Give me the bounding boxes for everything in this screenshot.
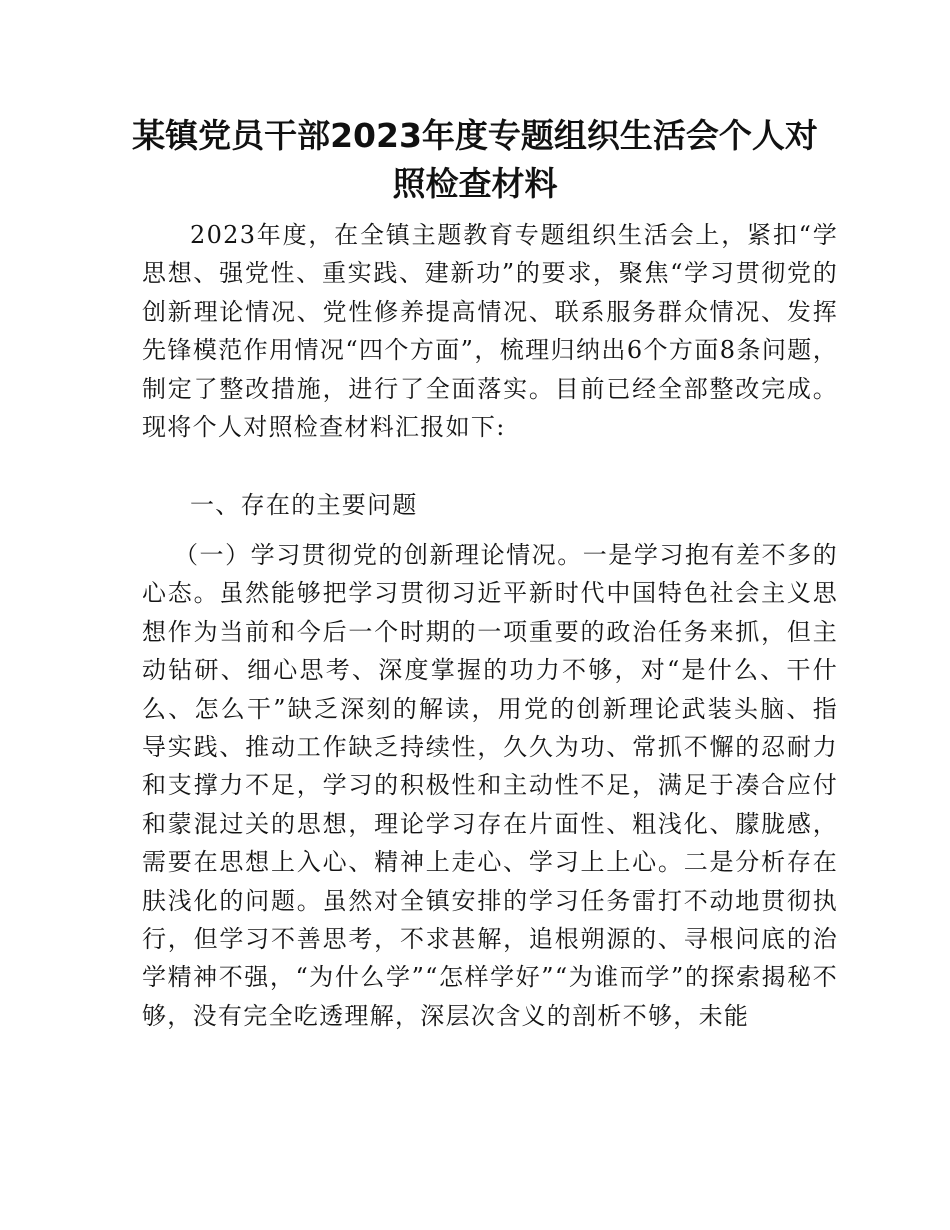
document-title: 某镇党员干部2023年度专题组织生活会个人对照检查材料: [132, 116, 818, 203]
section-1-paragraph: （一）学习贯彻党的创新理论情况。一是学习抱有差不多的心态。虽然能够把学习贯彻习近平新时代中国特色社会主义思想作为当前和今后一个时期的一项重要的政治任务来抓，但主动钻研、细心思考、深度掌握的功力不够，对“是什么、干什么、怎么干”缺乏深刻的解读，用党的创新理论武装头脑、指导实践、推动工作缺乏持续性，久久为功、常抓不懈的忍耐力和支撑力不足，学习的积极性和主动性不足，满足于凑合应付和蒙混过关的思想，理论学习存在片面性、粗浅化、朦胧感，需要在思想上入心、精神上走心、学习上上心。二是分析存在肤浅化的问题。虽然对全镇安排的学习任务雷打不动地贯彻执行，但学习不善思考，不求甚解，追根朔源的、寻根问底的治学精神不强，“为什么学”“怎样学好”“为谁而学”的探索揭秘不够，没有完全吃透理解，深层次含义的剖析不够，未能: [142, 541, 838, 1030]
section-heading: 一、存在的主要问题: [190, 491, 418, 519]
intro-paragraph: 2023年度，在全镇主题教育专题组织生活会上，紧扣“学思想、强党性、重实践、建新功”的要求，聚焦“学习贯彻党的创新理论情况、党性修养提高情况、联系服务群众情况、发挥先锋模范作用情况“四个方面”，梳理归纳出6个方面8条问题，制定了整改措施，进行了全面落实。目前已经全部整改完成。现将个人对照检查材料汇报如下:: [142, 221, 838, 442]
